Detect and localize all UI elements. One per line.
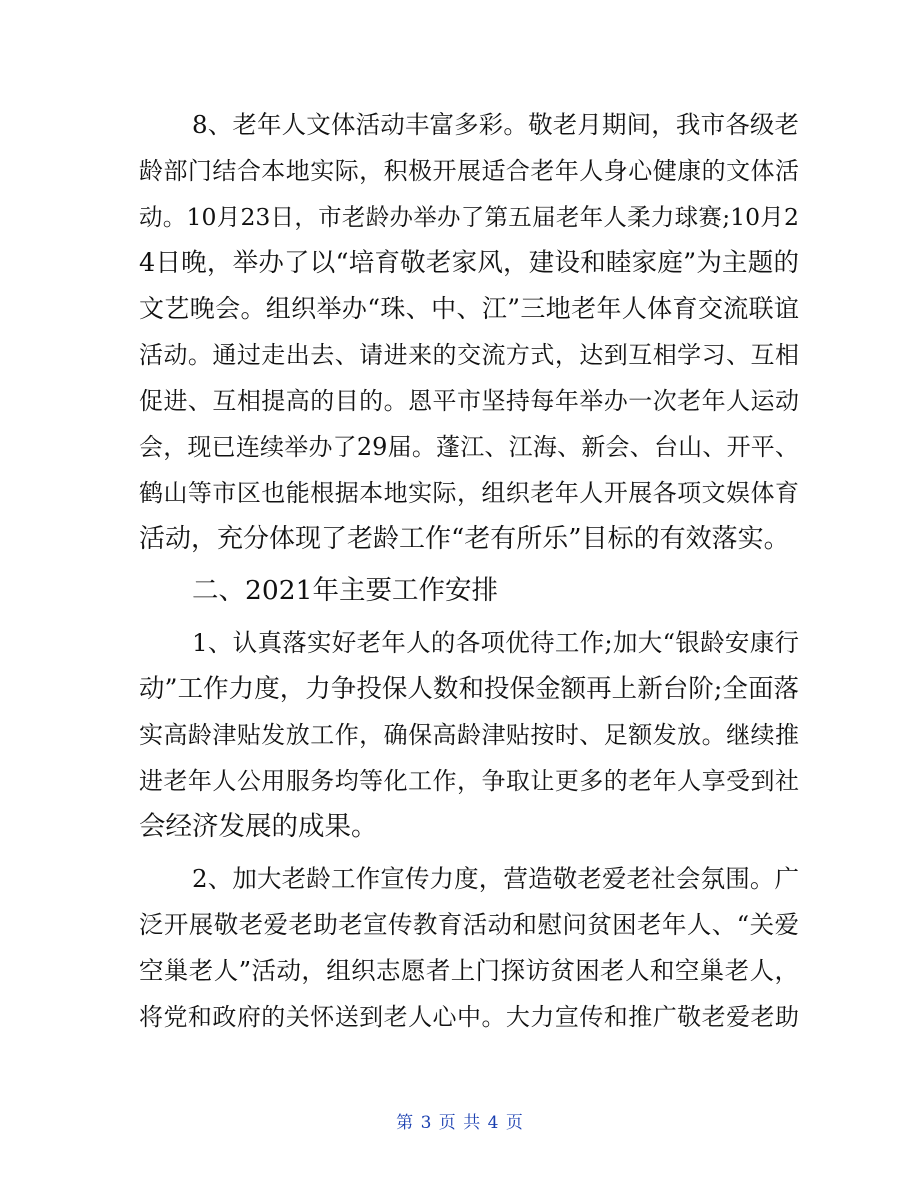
paragraph-line: 促进、互相提高的目的。恩平市坚持每年举办一次老年人运动 xyxy=(139,387,799,415)
paragraph-line: 会经济发展的成果。 xyxy=(139,811,378,842)
paragraph-line: 文艺晚会。组织举办“珠、中、江”三地老年人体育交流联谊 xyxy=(139,294,799,323)
paragraph-line: 鹤山等市区也能根据本地实际，组织老年人开展各项文娱体育 xyxy=(139,479,799,507)
paragraph-line: 2、加大老龄工作宣传力度，营造敬老爱老社会氛围。广 xyxy=(192,864,799,893)
paragraph-line: 将党和政府的关怀送到老人心中。大力宣传和推广敬老爱老助 xyxy=(139,1003,799,1031)
paragraph-line: 实高龄津贴发放工作，确保高龄津贴按时、足额发放。继续推 xyxy=(139,721,799,749)
paragraph-line: 进老年人公用服务均等化工作，争取让更多的老年人享受到社 xyxy=(139,767,799,795)
paragraph-line: 4日晚，举办了以“培育敬老家风，建设和睦家庭”为主题的 xyxy=(139,248,799,278)
paragraph-line: 活动，充分体现了老龄工作“老有所乐”目标的有效落实。 xyxy=(139,524,790,554)
paragraph-line: 空巢老人”活动，组织志愿者上门探访贫困老人和空巢老人， xyxy=(139,956,799,985)
page-number-text: 第 3 页 共 4 页 xyxy=(396,1113,524,1133)
paragraph-line: 活动。通过走出去、请进来的交流方式，达到互相学习、互相 xyxy=(139,341,799,369)
paragraph-line: 龄部门结合本地实际，积极开展适合老年人身心健康的文体活 xyxy=(139,157,799,185)
paragraph-line: 8、老年人文体活动丰富多彩。敬老月期间，我市各级老 xyxy=(192,110,799,139)
paragraph-line: 动。10月23日，市老龄办举办了第五届老年人柔力球赛;10月2 xyxy=(139,203,799,231)
page-number-footer xyxy=(0,1108,920,1133)
section-heading: 二、2021年主要工作安排 xyxy=(192,575,498,606)
paragraph-line: 动”工作力度，力争投保人数和投保金额再上新台阶;全面落 xyxy=(139,674,799,704)
paragraph-line: 会，现已连续举办了29届。蓬江、江海、新会、台山、开平、 xyxy=(139,433,799,461)
paragraph-line: 泛开展敬老爱老助老宣传教育活动和慰问贫困老年人、“关爱 xyxy=(139,910,799,939)
paragraph-line: 1、认真落实好老年人的各项优待工作;加大“银龄安康行 xyxy=(192,628,799,657)
